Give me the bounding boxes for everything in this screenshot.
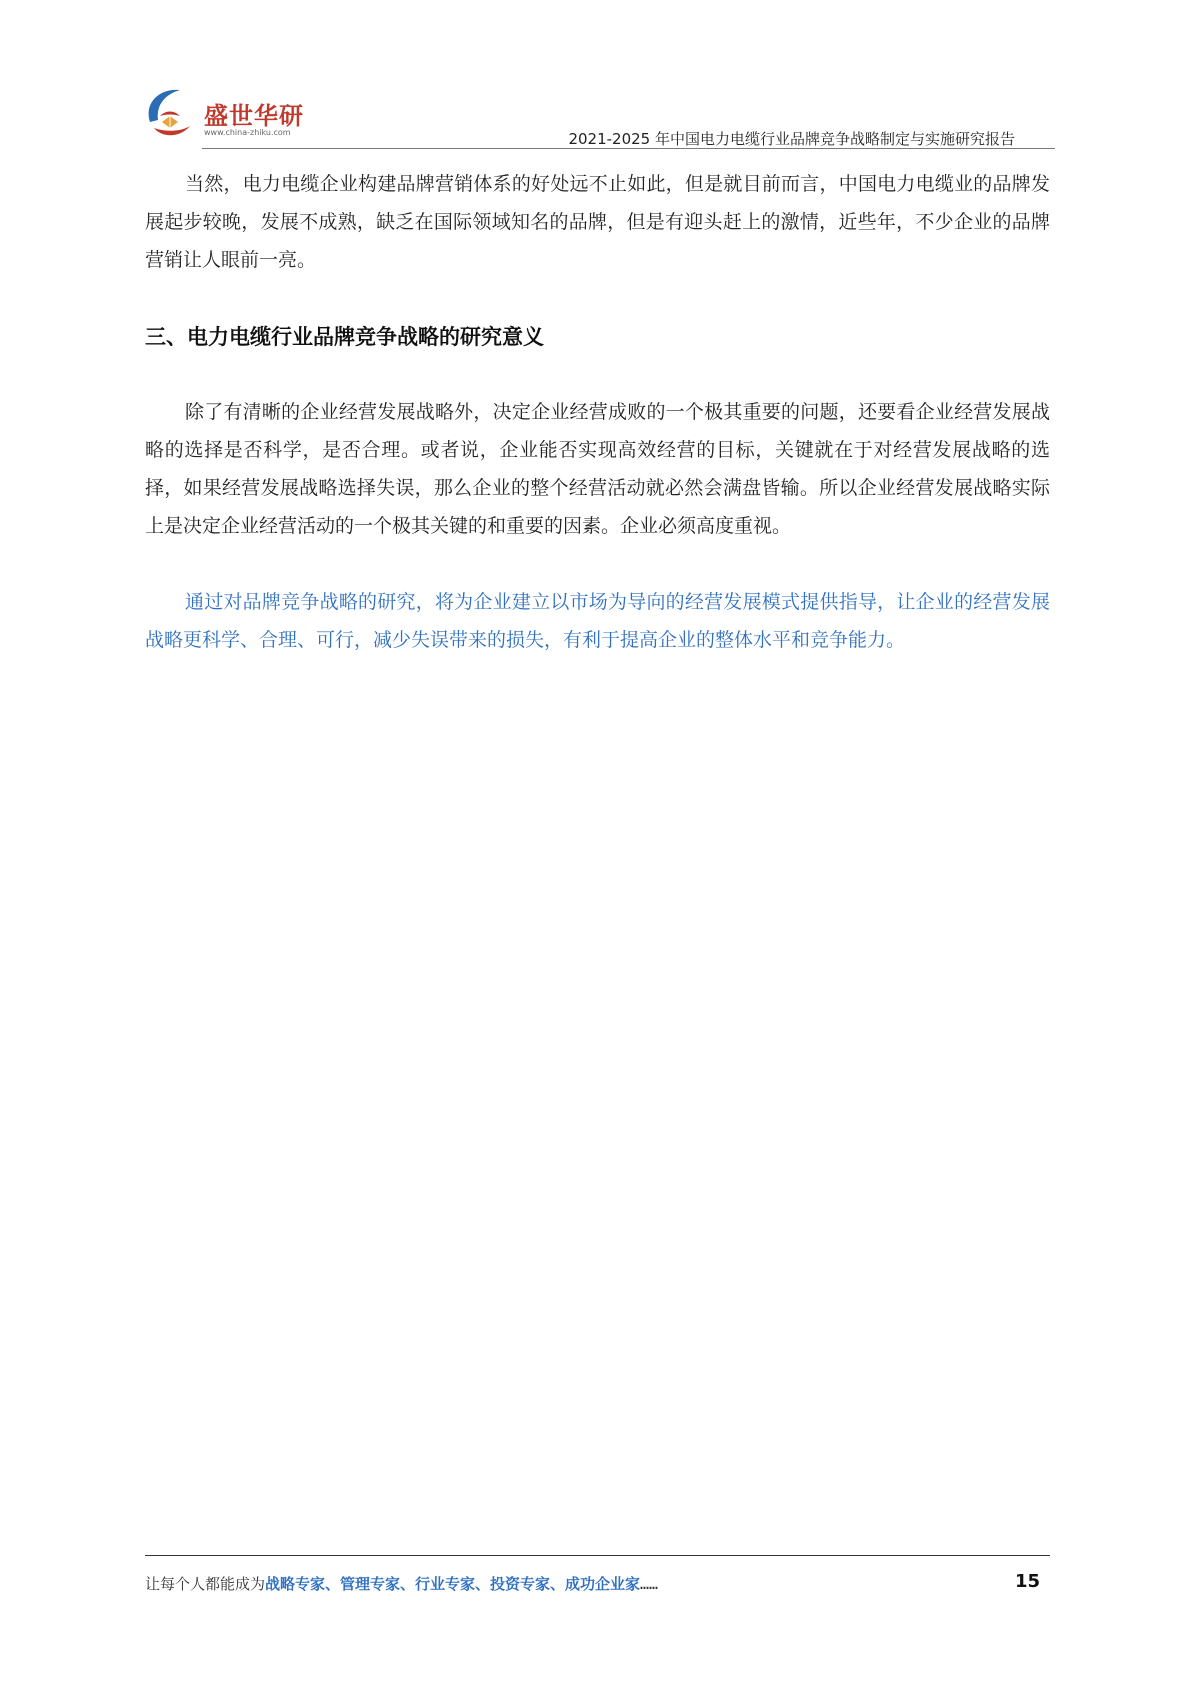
page-header bbox=[140, 82, 1055, 150]
report-title: 2021-2025 年中国电力电缆行业品牌竞争战略制定与实施研究报告 bbox=[568, 130, 1015, 148]
logo-url: www.china-zhiku.com bbox=[204, 128, 291, 137]
company-logo bbox=[140, 82, 310, 146]
footer-divider bbox=[145, 1555, 1050, 1556]
highlighted-paragraph: 通过对品牌竞争战略的研究，将为企业建立以市场为导向的经营发展模式提供指导，让企业的经营发展战略更科学、合理、可行，减少失误带来的损失，有利于提高企业的整体水平和竞争能力。 bbox=[145, 591, 1050, 651]
slogan-suffix: …… bbox=[640, 1575, 659, 1593]
page-footer bbox=[145, 1555, 1050, 1595]
page-content bbox=[145, 165, 1050, 659]
section-heading: 三、电力电缆行业品牌竞争战略的研究意义 bbox=[145, 325, 544, 349]
footer-slogan bbox=[145, 1573, 658, 1594]
page-number: 15 bbox=[1014, 1571, 1040, 1592]
logo-swoosh-icon bbox=[140, 82, 204, 146]
header-divider bbox=[202, 148, 1055, 149]
slogan-highlight: 战略专家、管理专家、行业专家、投资专家、成功企业家 bbox=[265, 1575, 641, 1593]
slogan-prefix: 让每个人都能成为 bbox=[145, 1575, 266, 1593]
body-paragraph: 当然，电力电缆企业构建品牌营销体系的好处远不止如此，但是就目前而言，中国电力电缆业的品牌发展起步较晚，发展不成熟，缺乏在国际领域知名的品牌，但是有迎头赶上的激情，近些年，不少企业的品牌营销让人眼前一亮。 bbox=[145, 173, 1050, 271]
body-paragraph: 除了有清晰的企业经营发展战略外，决定企业经营成败的一个极其重要的问题，还要看企业经营发展战略的选择是否科学，是否合理。或者说，企业能否实现高效经营的目标，关键就在于对经营发展战略的选择，如果经营发展战略选择失误，那么企业的整个经营活动就必然会满盘皆输。所以企业经营发展战略实际上是决定企业经营活动的一个极其关键的和重要的因素。企业必须高度重视。 bbox=[145, 401, 1050, 537]
logo-name: 盛世华研 bbox=[204, 102, 304, 130]
